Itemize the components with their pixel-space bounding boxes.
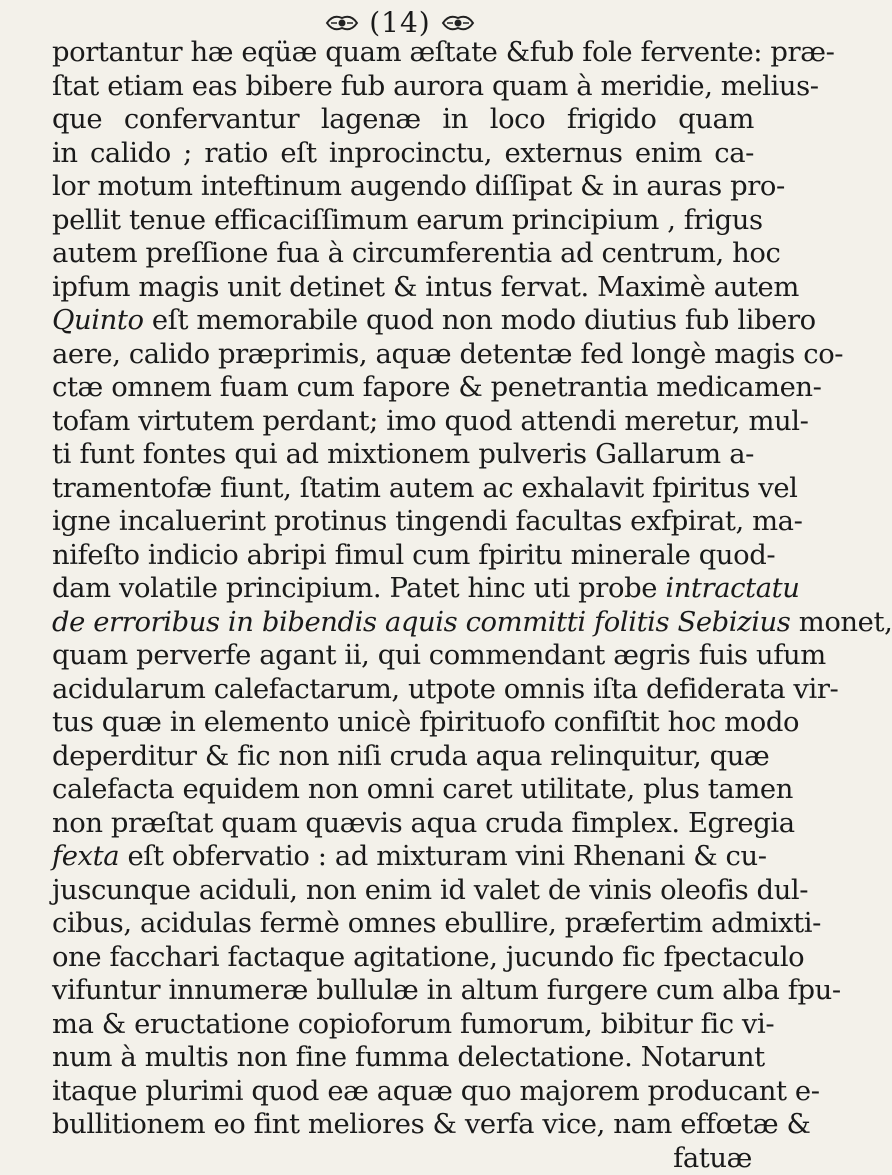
- text-line: [52, 941, 754, 975]
- text-segment: autem preſſione fua à circumferentia ad centrum, hoc: [52, 238, 780, 269]
- text-line: [52, 539, 754, 573]
- text-line: [52, 338, 754, 372]
- text-line: [52, 438, 754, 472]
- text-segment: pellit tenue efficaciſſimum earum principium , frigus: [52, 205, 763, 236]
- text-segment: tramentofæ fiunt, ſtatim autem ac exhalavit fpiritus vel: [52, 473, 798, 504]
- text-line: [52, 505, 754, 539]
- text-segment: que confervantur lagenæ in loco frigido quam: [52, 104, 754, 135]
- text-segment: non præſtat quam quævis aqua cruda fimplex. Egregia: [52, 808, 795, 839]
- left-ornament-icon: [325, 12, 359, 34]
- text-segment: tus quæ in elemento unicè fpirituofo confiſtit hoc modo: [52, 707, 799, 738]
- text-line: [52, 1075, 754, 1109]
- text-line: [52, 70, 754, 104]
- text-segment: eſt obfervatio : ad mixturam vini Rhenani & cu-: [119, 841, 766, 872]
- text-line: [52, 706, 754, 740]
- text-segment: ti funt fontes qui ad mixtionem pulveris Gallarum a-: [52, 439, 754, 470]
- text-segment: lor motum inteftinum augendo diſſipat & in auras pro-: [52, 171, 785, 202]
- right-ornament-icon: [441, 12, 475, 34]
- page-number: (14): [369, 9, 430, 37]
- text-segment: quam perverfe agant ii, qui commendant ægris fuis ufum: [52, 640, 826, 671]
- text-line: [52, 204, 754, 238]
- text-segment: calefacta equidem non omni caret utilitate, plus tamen: [52, 774, 793, 805]
- text-segment: bullitionem eo fint meliores & verfa vice, nam effœtæ &: [52, 1109, 810, 1140]
- text-segment: monet,: [790, 607, 892, 638]
- text-segment: ipfum magis unit detinet & intus fervat. Maximè autem: [52, 272, 799, 303]
- text-segment: portantur hæ eqüæ quam æſtate &fub fole fervente: præ-: [52, 37, 834, 68]
- text-line: [52, 773, 754, 807]
- text-line: [52, 907, 754, 941]
- text-segment: aere, calido præprimis, aquæ detentæ fed longè magis co-: [52, 339, 843, 370]
- text-line: [52, 103, 754, 137]
- text-segment: num à multis non fine fumma delectatione. Notarunt: [52, 1042, 765, 1073]
- text-line: [52, 673, 754, 707]
- text-segment: deperditur & fic non niſi cruda aqua relinquitur, quæ: [52, 741, 769, 772]
- text-line: [52, 1142, 754, 1175]
- text-line: [52, 1008, 754, 1042]
- text-line: [52, 606, 754, 640]
- italic-text-segment: fexta: [52, 841, 119, 872]
- italic-text-segment: de erroribus in bibendis aquis committi folitis Sebizius: [52, 607, 790, 638]
- text-line: [52, 170, 754, 204]
- text-segment: tofam virtutem perdant; imo quod attendi meretur, mul-: [52, 406, 809, 437]
- text-segment: cibus, acidulas fermè omnes ebullire, præfertim admixti-: [52, 908, 821, 939]
- text-segment: ſtat etiam eas bibere fub aurora quam à meridie, melius-: [52, 71, 819, 102]
- text-line: [52, 874, 754, 908]
- italic-text-segment: intractatu: [665, 573, 799, 604]
- italic-text-segment: Quinto: [52, 305, 144, 336]
- text-segment: in calido ; ratio eſt inprocinctu, externus enim ca-: [52, 138, 754, 169]
- text-segment: itaque plurimi quod eæ aquæ quo majorem producant e-: [52, 1076, 820, 1107]
- text-line: [52, 1108, 754, 1142]
- text-segment: eſt memorabile quod non modo diutius fub libero: [144, 305, 816, 336]
- text-segment: juscunque aciduli, non enim id valet de vinis oleofis dul-: [52, 875, 808, 906]
- text-segment: nifeſto indicio abripi fimul cum fpiritu minerale quod-: [52, 540, 775, 571]
- text-segment: fatuæ: [673, 1143, 752, 1174]
- text-line: [52, 36, 754, 70]
- text-segment: vifuntur innumeræ bullulæ in altum furgere cum alba fpu-: [52, 975, 841, 1006]
- text-line: [52, 639, 754, 673]
- text-line: [52, 974, 754, 1008]
- text-segment: acidularum calefactarum, utpote omnis iſta defiderata vir-: [52, 674, 838, 705]
- text-segment: ma & eructatione copioforum fumorum, bibitur fic vi-: [52, 1009, 774, 1040]
- text-line: [52, 807, 754, 841]
- body-text: [52, 36, 754, 1175]
- text-line: [52, 304, 754, 338]
- text-line: [52, 405, 754, 439]
- text-line: [52, 840, 754, 874]
- text-segment: ctæ omnem fuam cum fapore & penetrantia medicamen-: [52, 372, 822, 403]
- text-line: [52, 572, 754, 606]
- text-line: [52, 271, 754, 305]
- text-line: [52, 371, 754, 405]
- text-segment: dam volatile principium. Patet hinc uti probe: [52, 573, 665, 604]
- text-segment: one facchari factaque agitatione, jucundo fic fpectaculo: [52, 942, 804, 973]
- text-segment: igne incaluerint protinus tingendi facultas exfpirat, ma-: [52, 506, 802, 537]
- text-line: [52, 472, 754, 506]
- text-line: [52, 237, 754, 271]
- text-line: [52, 137, 754, 171]
- text-line: [52, 1041, 754, 1075]
- text-line: [52, 740, 754, 774]
